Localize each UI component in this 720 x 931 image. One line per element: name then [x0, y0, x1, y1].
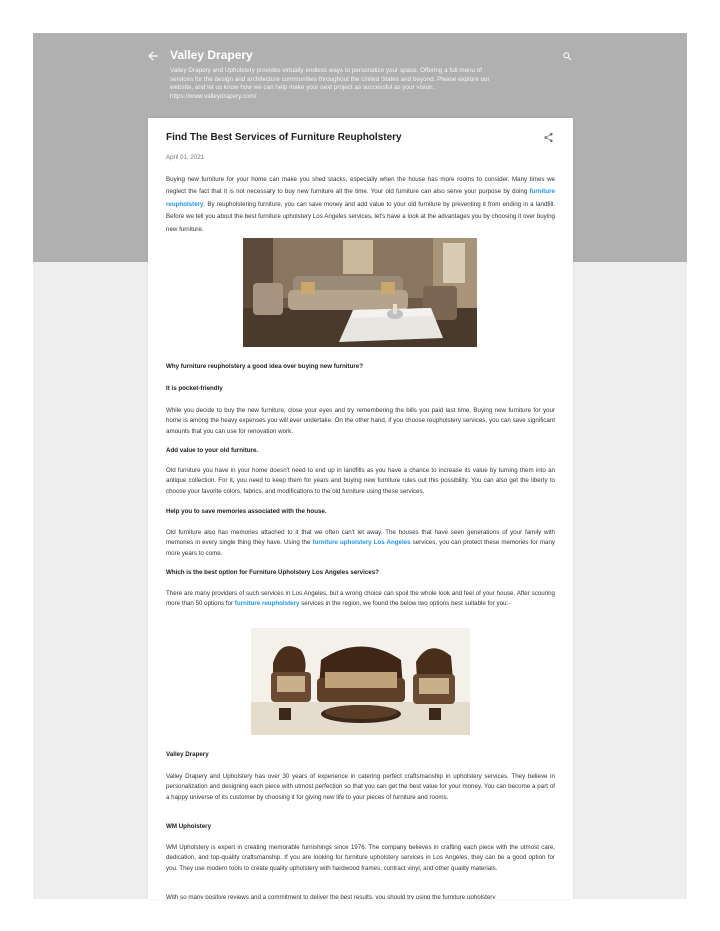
blog-description-url: https://www.valleydrapery.com/ [170, 92, 257, 100]
paragraph-valley-drapery: Valley Drapery and Upholstery has over 30 years of experience in catering perfect craftsmanship in upholstery services. They believe in personalization and designing each piece with utmost perfection so that you can get the best value for your money. You can become a part of a happy universe of its customer by choosing it for giving new life to your pieces of furniture and rooms. [166, 773, 555, 801]
blog-description-line: Valley Drapery and Upholstery provides virtually endless ways to personalize your space. Offering a full menu of [170, 67, 482, 74]
heading-save-memories: Help you to save memories associated with the house. [166, 508, 327, 515]
heading-pocket-friendly: It is pocket-friendly [166, 385, 223, 392]
furniture-reupholstery-link[interactable]: furniture reupholstery [166, 188, 555, 208]
post-card [148, 118, 573, 899]
post-date: April 01, 2021 [166, 154, 205, 161]
best-text-after: services in the region, we found the below two options best suitable for you:- [299, 600, 511, 608]
blog-title[interactable]: Valley Drapery [170, 48, 253, 62]
blog-description [170, 67, 550, 101]
living-room-sofa-image [243, 238, 477, 347]
heading-valley-drapery: Valley Drapery [166, 751, 209, 758]
heading-best-option: Which is the best option for Furniture Upholstery Los Angeles services? [166, 569, 379, 576]
heading-add-value: Add value to your old furniture. [166, 447, 259, 454]
memories-text-after: services, you can protect these memories for many more years to come. [166, 539, 555, 557]
paragraph-add-value: Old furniture you have in your home doesn't need to end up in landfills as you have a chance to increase its value by turning them into an antique collection. For it, you need to keep them for years and buying new furniture rules out this possibility. You can also get the liberty to choose your favorite colors, fabrics, and modifications to the old furniture using these services. [166, 467, 555, 495]
paragraph-save-memories [166, 528, 555, 559]
paragraph-best-option [166, 589, 555, 610]
heading-wm-upholstery: WM Upholstery [166, 823, 212, 830]
furniture-reupholstery-link-2[interactable]: furniture reupholstery [234, 600, 300, 608]
paragraph-final: With so many positive reviews and a commitment to deliver the best results, you should try using the furniture upholstery [166, 894, 496, 899]
best-text-before: There are many providers of such services in Los Angeles, but a wrong choice can spoil the whole look and feel of your house. After scouring more than 50 options for [166, 590, 555, 608]
paragraph-wm-upholstery: WM Upholstery is expert in creating memorable furnishings since 1976. The company believes in crafting each piece with the utmost care, dedication, and top-quality craftsmanship. If you are looking for furniture upholstery services in Los Angeles, they can be a good option for you. They use modern tools to create quality upholstery with hardwood frames, contract vinyl, and other quality materials. [166, 844, 555, 872]
post-title[interactable]: Find The Best Services of Furniture Reupholstery [166, 132, 402, 143]
blog-description-line: website, and let us know how we can help make your next project as successful as your vision. [170, 84, 435, 92]
paragraph-pocket-friendly: While you decide to buy the new furniture, close your eyes and try remembering the bills you paid last time. Buying new furniture for your home is among the heavy expenses you will ever undertake. On the other hand, if you choose reupholstery services, you can save significant amounts that you can use for renovation work. [166, 407, 555, 435]
intro-text-after: . By reupholstering furniture, you can save money and add value to your old furniture by preventing it from ending in a landfill. Before we tell you about the best furniture upholstery Los Angeles services, let's have a look at the advantages you by choosing it over buying new furniture. [166, 200, 555, 233]
arrow-left-icon[interactable] [146, 49, 160, 63]
search-icon[interactable] [562, 51, 573, 62]
intro-text-before: Buying new furniture for your home can make you shed stacks, especially when the house has more rooms to consider. Many times we neglect the fact that it is not necessary to buy new furniture all the time. Your old furniture can also serve your purpose by doing [166, 176, 555, 196]
ornate-living-room-image [251, 628, 470, 735]
intro-paragraph [166, 174, 555, 236]
furniture-upholstery-los-angeles-link[interactable]: furniture upholstery Los Angeles [312, 539, 411, 547]
memories-text-before: Old furniture also has memories attached to it that we often can't let away. The houses that have seen generations of your family with memories in every single thing they have. Using the [166, 529, 555, 547]
heading-why-reupholstery: Why furniture reupholstery a good idea over buying new furniture? [166, 363, 363, 370]
blog-description-line: services for the design and architecture communities throughout the United States and beyond. Please explore our [170, 75, 490, 83]
share-icon[interactable] [543, 132, 554, 143]
